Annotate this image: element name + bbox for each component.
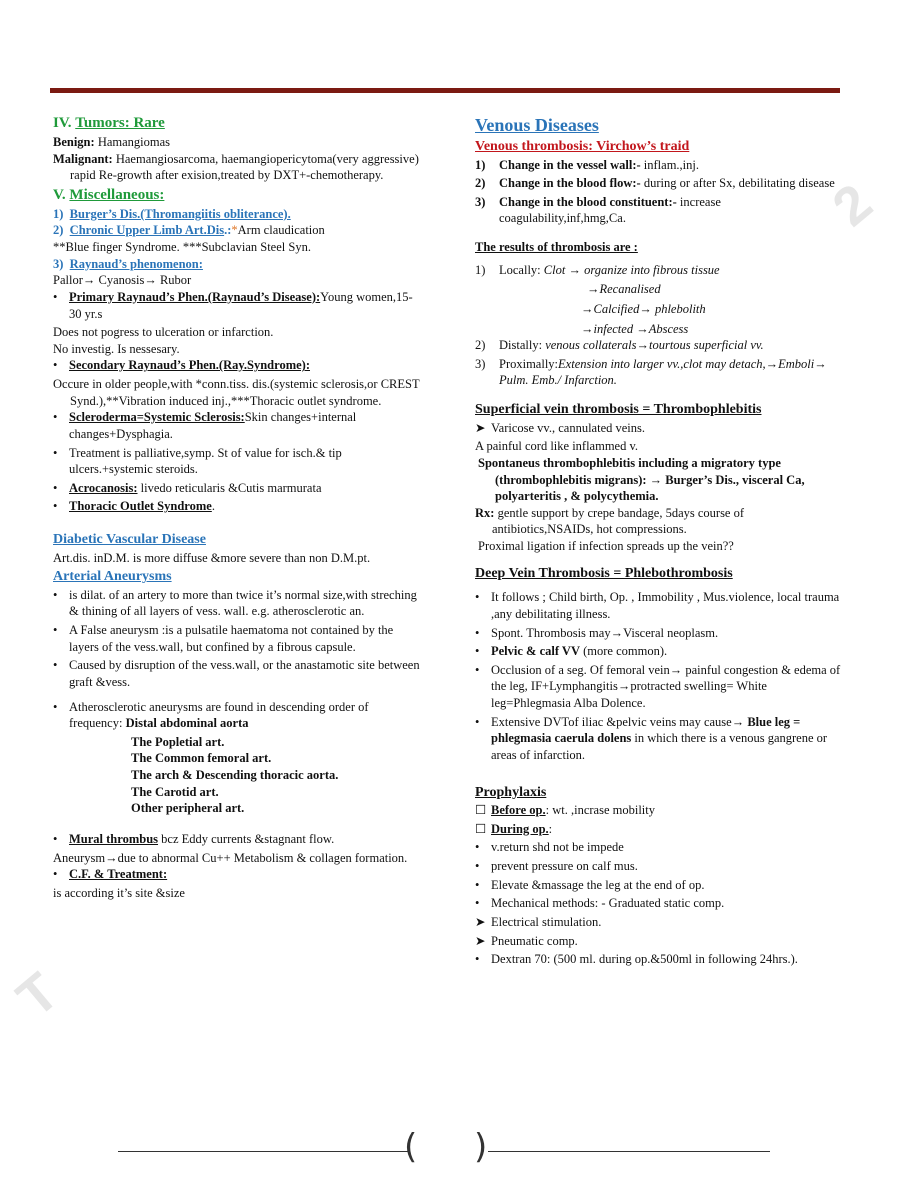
athero-site: Other peripheral art.	[131, 801, 245, 816]
prophylaxis-point: v.return shd not be impede	[491, 840, 624, 855]
virchow-item	[475, 175, 845, 192]
athero-first-site: Distal abdominal aorta	[122, 716, 249, 731]
item-number: 1)	[475, 262, 486, 277]
list-item	[53, 480, 425, 497]
list-item	[475, 662, 845, 712]
arrow-bullet-icon: ➤	[475, 914, 486, 929]
dvt-point: Extensive DVTof iliac &pelvic veins may cause→	[491, 714, 745, 729]
occure-line: Occure in older people,with *conn.tiss. dis.(systemic sclerosis,or CREST Synd.),**Vibration induced inj.,***Thoracic outlet syndrome.	[53, 377, 420, 408]
list-item	[475, 643, 845, 660]
rx-line	[475, 505, 845, 538]
proximal-ligation-line: Proximal ligation if infection spreads up the vein??	[478, 539, 734, 554]
aneurysm-point: A False aneurysm :is a pulsatile haematoma not contained by the layers of the vess.wall, but confined by a fibrous capsule.	[69, 623, 394, 654]
acrocanosis-text: livedo reticularis &Cutis marmurata	[137, 480, 322, 495]
item-separator: .:	[224, 223, 232, 238]
result-label: Proximally:	[499, 356, 559, 371]
bullet-icon: •	[475, 714, 480, 729]
list-item	[53, 289, 425, 322]
list-item	[475, 858, 845, 875]
during-op-label: During op.	[491, 821, 549, 836]
pallor-line: Pallor→ Cyanosis→ Rubor	[53, 273, 192, 288]
list-item	[475, 821, 845, 838]
athero-site: The Common femoral art.	[131, 751, 272, 766]
blue-finger-line: **Blue finger Syndrome. ***Subclavian Steel Syn.	[53, 240, 311, 254]
prophylaxis-point: prevent pressure on calf mus.	[491, 859, 638, 873]
bullet-icon: •	[53, 587, 58, 602]
aneurysm-heading: Arterial Aneurysms	[53, 569, 172, 585]
primary-raynaud-text: Young women,15-30 yr.s	[69, 289, 413, 321]
primary-raynaud-title: Primary Raynaud’s Phen.(Raynaud’s Disease):	[69, 289, 321, 304]
athero-site-list	[53, 734, 425, 817]
bullet-icon: •	[475, 840, 480, 855]
section-iv-heading	[53, 114, 425, 134]
bullet-icon: •	[53, 289, 58, 304]
item-burger	[53, 206, 425, 223]
athero-site: The Carotid art.	[131, 784, 219, 799]
result-item	[475, 337, 845, 354]
dvt-point-bold: Pelvic & calf VV	[491, 644, 580, 659]
aneurysm-due-line: Aneurysm→due to abnormal Cu++ Metabolism & collagen formation.	[53, 850, 408, 865]
item-number: 3)	[475, 194, 486, 209]
list-item	[475, 877, 845, 894]
bullet-icon: •	[53, 358, 58, 373]
arrow-bullet-icon: ➤	[475, 420, 486, 435]
benign-text: Hamangiomas	[94, 134, 171, 149]
item-number: 1)	[53, 206, 64, 221]
checkbox-icon: ☐	[475, 821, 487, 836]
rx-label: Rx:	[475, 505, 495, 520]
secondary-raynaud-title: Secondary Raynaud’s Phen.(Ray.Syndrome):	[69, 358, 310, 373]
dvt-point: It follows ; Child birth, Op. , Immobility , Mus.violence, local trauma ,any debilitating illness.	[491, 590, 840, 621]
footer-rule-left	[118, 1151, 408, 1152]
list-item	[53, 587, 425, 620]
result-text: Extension into larger vv.,clot may detach,→Emboli→ Pulm. Emb./ Infarction.	[499, 356, 827, 388]
prophylaxis-point: Electrical stimulation.	[491, 914, 602, 929]
dvt-heading: Deep Vein Thrombosis = Phlebothrombosis	[475, 565, 733, 581]
during-op-text: :	[548, 821, 553, 836]
list-item	[53, 498, 425, 515]
dvt-point: in which there is a venous gangrene or areas of infarction.	[491, 731, 828, 762]
item-title: Change in the blood constituent:-	[499, 194, 677, 209]
diabetic-heading: Diabetic Vascular Disease	[53, 532, 206, 547]
item-number: 2)	[53, 223, 64, 238]
result-text: Clot → organize into fibrous tissue	[543, 262, 720, 277]
list-item	[475, 895, 845, 912]
before-op-label: Before op.	[491, 803, 546, 818]
watermark-fragment: 2	[821, 172, 884, 238]
list-item	[475, 933, 845, 950]
dvt-point: Occlusion of a seg. Of femoral vein→ painful congestion & edema of the leg, IF+Lymphangitis→protracted swelling= White leg=Phlegmasia Alba Dolence.	[491, 662, 841, 711]
cf-treatment-title: C.F. & Treatment:	[69, 867, 168, 882]
bullet-icon: •	[475, 662, 480, 677]
list-item	[53, 831, 425, 848]
list-item	[475, 951, 845, 968]
list-item	[475, 420, 845, 437]
virchow-item	[475, 157, 845, 174]
dvt-point: (more common).	[579, 644, 668, 659]
item-title: Change in the blood flow:-	[499, 176, 641, 191]
dvt-point: Spont. Thrombosis may→Visceral neoplasm.	[491, 625, 719, 640]
left-column	[53, 114, 425, 901]
list-item	[475, 914, 845, 931]
dvt-point-bold: Blue leg = phlegmasia caerula dolens	[491, 714, 801, 746]
bullet-icon: •	[53, 499, 58, 514]
list-item	[53, 357, 425, 374]
thoracic-outlet-end: .	[211, 499, 215, 514]
item-number: 2)	[475, 176, 486, 191]
bullet-icon: •	[53, 658, 58, 673]
results-heading: The results of thrombosis are :	[475, 240, 638, 255]
footer-brace-left: (	[404, 1127, 418, 1167]
bullet-icon: •	[475, 859, 480, 873]
spontaneous-thrombophlebitis: Spontaneus thrombophlebitis including a migratory type (thrombophlebitis migrans): → Burger’s Dis., visceral Ca, polyarteritis , & polycythemia.	[478, 455, 805, 504]
bullet-icon: •	[53, 623, 58, 638]
item-text: inflam.,inj.	[640, 157, 699, 172]
list-item	[53, 409, 425, 442]
athero-text: Atherosclerotic aneurysms are found in descending order of frequency:	[69, 699, 369, 731]
bullet-icon: •	[53, 867, 58, 882]
section-title: Miscellaneous:	[69, 186, 165, 203]
painful-cord-line: A painful cord like inflammed v.	[475, 439, 639, 454]
result-label: Locally:	[499, 262, 544, 277]
bullet-icon: •	[53, 410, 58, 425]
bullet-icon: •	[475, 644, 480, 659]
star-mark: *	[231, 223, 238, 238]
item-number: 2)	[475, 338, 486, 353]
item-text: increase coagulability,inf,hmg,Ca.	[499, 194, 721, 226]
prophylaxis-point: Pneumatic comp.	[491, 933, 578, 948]
bullet-icon: •	[475, 896, 480, 911]
header-rule	[50, 88, 840, 93]
right-column	[475, 114, 845, 970]
bullet-icon: •	[53, 831, 58, 846]
list-item	[53, 657, 425, 690]
section-v-heading	[53, 186, 425, 206]
malignant-text: Haemangiosarcoma, haemangiopericytoma(very aggressive) rapid Re-growth after exision,treated by DXT+-chemotherapy.	[70, 151, 419, 183]
cf-treatment-text: is according it’s site &size	[53, 885, 185, 900]
athero-site: The arch & Descending thoracic aorta.	[131, 768, 339, 783]
venous-heading: Venous Diseases	[475, 115, 599, 135]
item-number: 1)	[475, 157, 486, 172]
item-number: 3)	[53, 256, 64, 271]
athero-site: The Popletial art.	[131, 734, 225, 749]
item-chronic-upper-limb	[53, 222, 425, 239]
bullet-icon: •	[53, 445, 58, 460]
rx-text: gentle support by crepe bandage, 5days course of antibiotics,NSAIDs, hot compressions.	[492, 505, 745, 537]
list-item	[475, 839, 845, 856]
item-title: Chronic Upper Limb Art.Dis	[69, 223, 225, 238]
item-title: Change in the vessel wall:-	[499, 157, 641, 172]
list-item	[475, 802, 845, 819]
bullet-icon: •	[475, 952, 480, 967]
aneurysm-point: Caused by disruption of the vess.wall, or the anastamotic site between graft &vess.	[69, 658, 420, 689]
bullet-icon: •	[475, 877, 480, 892]
item-text: Arm claudication	[237, 223, 325, 238]
prophylaxis-heading: Prophylaxis	[475, 784, 547, 800]
section-title: Tumors: Rare	[75, 115, 165, 131]
varicose-text: Varicose vv., cannulated veins.	[491, 420, 645, 435]
footer-brace-right: )	[474, 1127, 488, 1167]
bullet-icon: •	[53, 480, 58, 495]
section-number: IV.	[53, 115, 72, 131]
malignant-line	[53, 151, 425, 184]
result-item	[475, 356, 845, 389]
bullet-icon: •	[53, 699, 58, 714]
result-branch: →Recanalised	[587, 282, 661, 297]
mural-title: Mural thrombus	[69, 831, 159, 846]
watermark-fragment: T	[5, 961, 70, 1029]
item-title: Raynaud’s phenomenon:	[69, 256, 203, 271]
result-text: venous collaterals→tourtous superficial vv.	[545, 338, 764, 353]
list-item	[53, 699, 425, 732]
thoracic-outlet-title: Thoracic Outlet Syndrome	[69, 499, 212, 514]
item-number: 3)	[475, 356, 486, 371]
scleroderma-title: Scleroderma=Systemic Sclerosis:	[69, 410, 245, 425]
list-item	[53, 445, 425, 478]
before-op-text: : wt. ,incrase mobility	[545, 803, 655, 818]
aneurysm-point: is dilat. of an artery to more than twice it’s normal size,with streching & thining of all layers of vess. wall. e.g. atherosclerotic an.	[69, 587, 417, 619]
footer-rule-right	[488, 1151, 770, 1152]
mural-text: bcz Eddy currents &stagnant flow.	[158, 831, 335, 846]
bullet-icon: •	[475, 625, 480, 640]
diabetic-text: Art.dis. inD.M. is more diffuse &more severe than non D.M.pt.	[53, 550, 371, 565]
list-item	[475, 589, 845, 622]
treatment-text: Treatment is palliative,symp. St of value for isch.& tip ulcers.+systemic steroids.	[69, 445, 342, 477]
superficial-thrombosis-heading: Superficial vein thrombosis = Thrombophlebitis	[475, 402, 762, 418]
acrocanosis-title: Acrocanosis:	[69, 480, 138, 495]
benign-line	[53, 134, 425, 151]
list-item	[475, 714, 845, 764]
arrow-bullet-icon: ➤	[475, 933, 486, 948]
item-text: during or after Sx, debilitating disease	[640, 176, 835, 191]
list-item	[53, 866, 425, 883]
prophylaxis-point: Mechanical methods: - Graduated static comp.	[491, 896, 725, 911]
scleroderma-text: Skin changes+internal changes+Dysphagia.	[69, 410, 357, 441]
result-branch: →Calcified→ phlebolith	[581, 301, 706, 316]
item-title: Burger’s Dis.(Thromangiitis obliterance).	[69, 206, 291, 221]
list-item	[53, 622, 425, 655]
prophylaxis-point: Dextran 70: (500 ml. during op.&500ml in following 24hrs.).	[491, 952, 798, 967]
benign-label: Benign:	[53, 134, 95, 149]
bullet-icon: •	[475, 590, 480, 605]
result-branch: →infected →Abscess	[581, 321, 689, 336]
section-number: V.	[53, 186, 66, 203]
item-raynaud	[53, 256, 425, 273]
checkbox-icon: ☐	[475, 803, 487, 818]
result-item	[475, 262, 845, 279]
prophylaxis-point: Elevate &massage the leg at the end of op.	[491, 877, 705, 892]
no-investig-line: No investig. Is nessesary.	[53, 341, 180, 356]
malignant-label: Malignant:	[53, 151, 113, 166]
virchow-item	[475, 194, 845, 227]
venous-thrombosis-heading: Venous thrombosis: Virchow’s traid	[475, 138, 690, 154]
result-label: Distally:	[499, 338, 546, 353]
not-progress-line: Does not pogress to ulceration or infarction.	[53, 325, 274, 340]
list-item	[475, 625, 845, 642]
